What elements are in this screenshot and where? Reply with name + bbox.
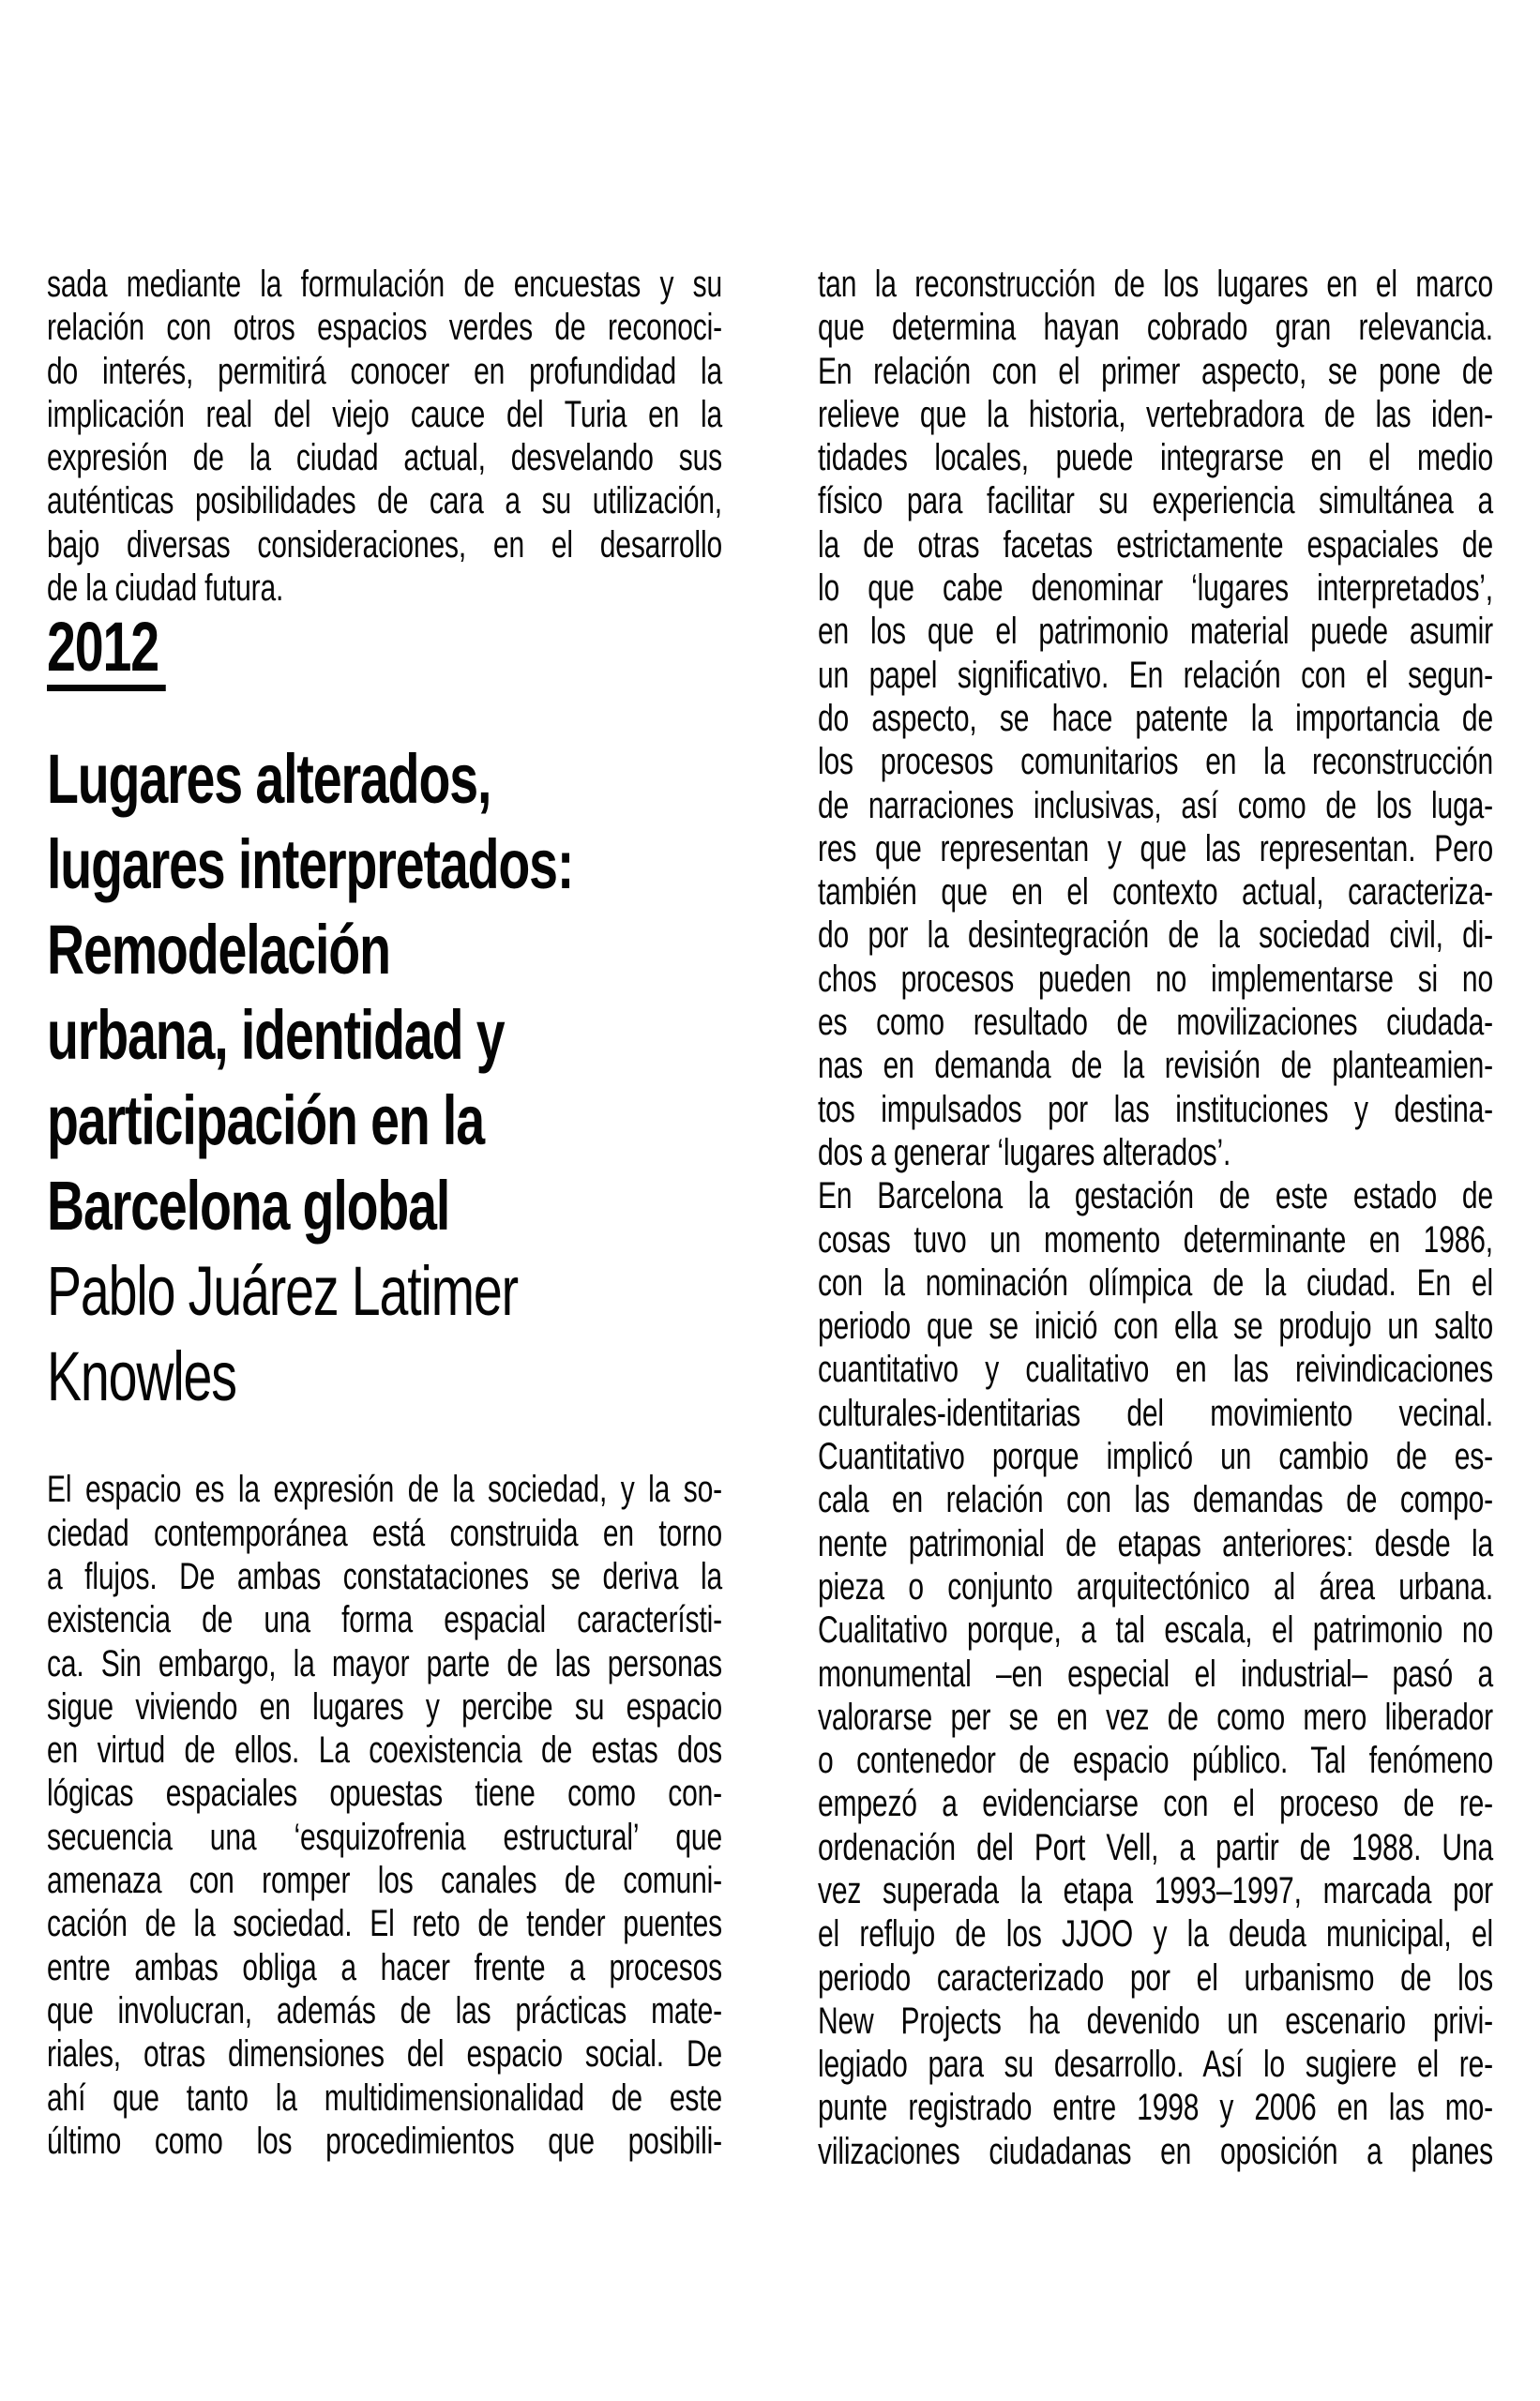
text-line: ahí que tanto la multidimensionalidad de este: [47, 2076, 722, 2119]
text-line: amenaza con romper los canales de comuni-: [47, 1860, 722, 1902]
text-line: tos impulsados por las instituciones y destina-: [818, 1088, 1493, 1130]
text-line: riales, otras dimensiones del espacio social. De: [47, 2033, 722, 2076]
text-line: vez superada la etapa 1993–1997, marcada por: [818, 1869, 1493, 1911]
text-line: secuencia una ‘esquizofrenia estructural’ que: [47, 1816, 722, 1858]
text-line: En relación con el primer aspecto, se pone de: [818, 350, 1493, 392]
text-line: vilizaciones ciudadanas en oposición a planes: [818, 2130, 1493, 2172]
text-line: nente patrimonial de etapas anteriores: desde la: [818, 1522, 1493, 1564]
text-line: do por la desintegración de la sociedad civil, di-: [818, 914, 1493, 957]
text-line: cuantitativo y cualitativo en las reivindicaciones: [818, 1349, 1493, 1391]
text-line: monumental –en especial el industrial– pasó a: [818, 1653, 1493, 1695]
text-line: auténticas posibilidades de cara a su utilización,: [47, 480, 722, 522]
text-line: nas en demanda de la revisión de planteamien-: [818, 1045, 1493, 1087]
text-line: ciedad contemporánea está construida en torno: [47, 1512, 722, 1554]
text-line: bajo diversas consideraciones, en el desarrollo: [47, 523, 722, 566]
right-column: [818, 263, 1493, 2173]
article-title-line: Barcelona global: [47, 1167, 450, 1246]
text-line: es como resultado de movilizaciones ciudada-: [818, 1002, 1493, 1044]
text-line: que determina hayan cobrado gran relevancia.: [818, 307, 1493, 349]
text-line: tidades locales, puede integrarse en el medio: [818, 437, 1493, 479]
text-line: el reflujo de los JJOO y la deuda municipal, el: [818, 1913, 1493, 1956]
text-line: también que en el contexto actual, caracteriza-: [818, 871, 1493, 914]
left-column: [47, 263, 722, 2163]
text-line: expresión de la ciudad actual, desvelando sus: [47, 437, 722, 479]
author-name-line: Knowles: [47, 1337, 236, 1416]
right-body-text: [818, 263, 1493, 2173]
text-line: periodo caracterizado por el urbanismo de los: [818, 1956, 1493, 1999]
text-line: lógicas espaciales opuestas tiene como con-: [47, 1773, 722, 1815]
text-line: existencia de una forma espacial característi-: [47, 1599, 722, 1641]
text-line: a flujos. De ambas constataciones se deriva la: [47, 1555, 722, 1597]
text-line: tan la reconstrucción de los lugares en el marco: [818, 264, 1493, 305]
text-line: punte registrado entre 1998 y 2006 en las mo-: [818, 2087, 1493, 2129]
text-line: entre ambas obliga a hacer frente a procesos: [47, 1946, 722, 1988]
text-line: New Projects ha devenido un escenario privi-: [818, 2000, 1493, 2042]
intro-paragraph: [47, 263, 722, 610]
text-line: relación con otros espacios verdes de reconoci-: [47, 307, 722, 349]
text-line: valorarse per se en vez de como mero liberador: [818, 1696, 1493, 1738]
left-body-paragraph: [47, 1468, 722, 2163]
text-line: dos a generar ‘lugares alterados’.: [818, 1131, 1231, 1173]
text-line: pieza o conjunto arquitectónico al área urbana.: [818, 1565, 1493, 1608]
text-line: que involucran, además de las prácticas mate-: [47, 1989, 722, 2031]
author-name: [47, 1248, 722, 1419]
article-title-line: lugares interpretados:: [47, 825, 574, 904]
text-line: culturales-identitarias del movimiento vecinal.: [818, 1392, 1493, 1434]
text-line: los procesos comunitarios en la reconstrucción: [818, 741, 1493, 783]
author-name-line: Pablo Juárez Latimer: [47, 1252, 518, 1331]
text-line: la de otras facetas estrictamente espaciales de: [818, 523, 1493, 566]
article-title-line: urbana, identidad y: [47, 996, 505, 1075]
text-line: de la ciudad futura.: [47, 567, 284, 610]
article-title-line: Lugares alterados,: [47, 740, 491, 819]
text-line: cala en relación con las demandas de compo-: [818, 1479, 1493, 1521]
text-line: en virtud de ellos. La coexistencia de estas dos: [47, 1729, 722, 1772]
article-title-line: Remodelación: [47, 911, 390, 989]
text-line: cosas tuvo un momento determinante en 1986,: [818, 1218, 1493, 1261]
article-title: [47, 736, 722, 1248]
text-line: Cualitativo porque, a tal escala, el patrimonio no: [818, 1609, 1493, 1652]
text-line: último como los procedimientos que posibili-: [47, 2120, 722, 2162]
text-line: El espacio es la expresión de la sociedad, y la so-: [47, 1469, 722, 1511]
text-line: lo que cabe denominar ‘lugares interpretados’,: [818, 567, 1493, 610]
text-line: ca. Sin embargo, la mayor parte de las personas: [47, 1642, 722, 1684]
article-title-line: participación en la: [47, 1081, 484, 1160]
text-line: o contenedor de espacio público. Tal fenómeno: [818, 1740, 1493, 1782]
text-line: de narraciones inclusivas, así como de los luga-: [818, 784, 1493, 826]
text-line: relieve que la historia, vertebradora de las iden-: [818, 393, 1493, 435]
text-line: sada mediante la formulación de encuestas y su: [47, 264, 722, 305]
text-line: un papel significativo. En relación con el segun-: [818, 654, 1493, 696]
text-line: ordenación del Port Vell, a partir de 1988. Una: [818, 1826, 1493, 1868]
text-line: Cuantitativo porque implicó un cambio de es-: [818, 1436, 1493, 1478]
text-line: con la nominación olímpica de la ciudad. En el: [818, 1261, 1493, 1304]
year-heading: [47, 610, 722, 691]
text-line: En Barcelona la gestación de este estado de: [818, 1175, 1493, 1217]
text-line: empezó a evidenciarse con el proceso de re-: [818, 1783, 1493, 1825]
text-line: cación de la sociedad. El reto de tender puentes: [47, 1903, 722, 1945]
text-line: sigue viviendo en lugares y percibe su espacio: [47, 1685, 722, 1728]
text-line: en los que el patrimonio material puede asumir: [818, 611, 1493, 653]
text-line: legiado para su desarrollo. Así lo sugiere el re-: [818, 2044, 1493, 2086]
text-line: chos procesos pueden no implementarse si no: [818, 958, 1493, 1000]
year-heading-text: 2012: [47, 610, 165, 691]
text-line: do aspecto, se hace patente la importancia de: [818, 697, 1493, 739]
text-line: do interés, permitirá conocer en profundidad la: [47, 350, 722, 392]
text-line: implicación real del viejo cauce del Turia en la: [47, 393, 722, 435]
text-line: periodo que se inició con ella se produjo un salto: [818, 1306, 1493, 1348]
text-line: res que representan y que las representan. Pero: [818, 827, 1493, 869]
text-line: físico para facilitar su experiencia simultánea a: [818, 480, 1493, 522]
